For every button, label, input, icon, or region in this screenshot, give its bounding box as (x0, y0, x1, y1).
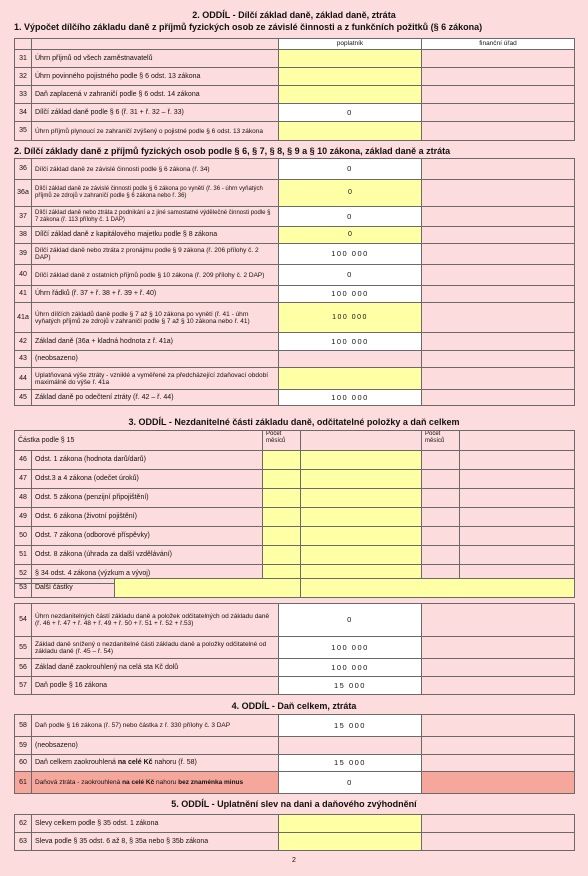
row-number: 52 (15, 565, 32, 584)
row-number: 45 (15, 390, 32, 406)
page-number: 2 (292, 857, 296, 864)
row-label: Slevy celkem podle § 35 odst. 1 zákona (32, 815, 279, 833)
row-number: 41 (15, 286, 32, 303)
row-label: Daň podle § 16 zákona (32, 677, 279, 695)
row-number: 44 (15, 368, 32, 390)
office-cell (422, 527, 460, 546)
row-label: Sleva podle § 35 odst. 6 až 8, § 35a nebo § 35b zákona (32, 833, 279, 851)
label-part: Daňová ztráta - zaokrouhlená (35, 779, 123, 786)
value-r36: 0 (279, 159, 422, 180)
row-number: 54 (15, 604, 32, 637)
header-spacer (301, 431, 422, 451)
row-number: 36a (15, 180, 32, 207)
office-cell (460, 546, 575, 565)
row-number: 62 (15, 815, 32, 833)
row-label (32, 772, 279, 794)
row-label: Dílčí základ daně ze závislé činnosti podle § 6 zákona po vynětí (ř. 36 - úhrn vyňatých příjmů ze zdrojů v zahraničí podle § 6 zákona nebo ř. 36) (32, 180, 279, 207)
row-number: 59 (15, 737, 32, 755)
label-emphasis: na celé Kč (122, 779, 155, 786)
months-input[interactable] (263, 527, 301, 546)
row-label: Úhrn řádků (ř. 37 + ř. 38 + ř. 39 + ř. 40) (32, 286, 279, 303)
value-r59 (279, 737, 422, 755)
value-r60: 15 000 (279, 755, 422, 772)
office-cell (422, 104, 575, 122)
amount-input-r46[interactable] (301, 451, 422, 470)
value-r34: 0 (279, 104, 422, 122)
row-label: Úhrn povinného pojistného podle § 6 odst. 13 zákona (32, 68, 279, 86)
row-number: 42 (15, 333, 32, 351)
row-number: 51 (15, 546, 32, 565)
row-number: 47 (15, 470, 32, 489)
input-r62[interactable] (279, 815, 422, 833)
row-label: Dílčí základ daně ze závislé činnosti podle § 6 zákona (ř. 34) (32, 159, 279, 180)
input-r38[interactable]: 0 (279, 227, 422, 244)
section-2-title: 2. ODDÍL - Dílčí základ daně, základ daně, ztráta (192, 10, 396, 20)
input-r41a[interactable]: 100 000 (279, 303, 422, 333)
value-r43 (279, 351, 422, 368)
office-cell (422, 715, 575, 737)
header-spacer (32, 39, 279, 50)
months-input[interactable] (263, 546, 301, 565)
label-part: nahoru (ř. 58) (152, 759, 197, 766)
office-cell (422, 50, 575, 68)
row-number: 49 (15, 508, 32, 527)
header-spacer (460, 431, 575, 451)
value-r45: 100 000 (279, 390, 422, 406)
amount-input-r47[interactable] (301, 470, 422, 489)
table-section-3-totals (14, 603, 575, 695)
office-cell (460, 508, 575, 527)
row-number: 56 (15, 659, 32, 677)
deduction-header-label: Částka podle § 15 (15, 431, 263, 451)
row-number: 40 (15, 265, 32, 286)
label-emphasis: na celé Kč (117, 759, 153, 766)
office-cell (422, 604, 575, 637)
office-cell (422, 546, 460, 565)
row-number: 48 (15, 489, 32, 508)
row-number: 50 (15, 527, 32, 546)
amount-input-r49[interactable] (301, 508, 422, 527)
office-cell (422, 737, 575, 755)
office-cell (422, 159, 575, 180)
value-r58: 15 000 (279, 715, 422, 737)
office-cell (422, 659, 575, 677)
value-r54: 0 (279, 604, 422, 637)
value-r56: 100 000 (279, 659, 422, 677)
row-label: Základ daně snížený o nezdanitelné části základu daně a položky odčitatelné od základu daně (ř. 45 – ř. 54) (32, 637, 279, 659)
value-r57: 15 000 (279, 677, 422, 695)
column-header-tax-office: finanční úřad (422, 39, 575, 50)
row-number: 36 (15, 159, 32, 180)
office-cell (422, 286, 575, 303)
office-cell (422, 833, 575, 851)
row-label: Úhrn dílčích základů daně podle § 7 až § 10 zákona po vynětí (ř. 41 - úhrn vyňatých příjmů ze zdrojů v zahraničí podle § 7 až § 10 zákona nebo ř. 41) (32, 303, 279, 333)
row-number: 58 (15, 715, 32, 737)
office-cell (422, 677, 575, 695)
other-amounts-input[interactable] (115, 579, 301, 598)
column-header-taxpayer: poplatník (279, 39, 422, 50)
row-number: 31 (15, 50, 32, 68)
input-r35[interactable] (279, 122, 422, 141)
row-number: 57 (15, 677, 32, 695)
months-input[interactable] (263, 508, 301, 527)
row-label: (neobsazeno) (32, 737, 279, 755)
months-header: Počet měsíců (263, 431, 301, 451)
office-cell (460, 527, 575, 546)
office-cell (422, 772, 575, 794)
subsection-1-title: 1. Výpočet dílčího základu daně z příjmů fyzických osob ze závislé činnosti a z funkčních požitků (§ 6 zákona) (14, 22, 483, 32)
section-5-title: 5. ODDÍL - Uplatnění slev na dani a daňového zvýhodnění (171, 799, 417, 809)
row-label: Odst.3 a 4 zákona (odečet úroků) (32, 470, 263, 489)
row-label: Základ daně zaokrouhlený na celá sta Kč dolů (32, 659, 279, 677)
months-input[interactable] (263, 489, 301, 508)
row-label: Dílčí základ daně nebo ztráta z pronájmu podle § 9 zákona (ř. 206 přílohy č. 2 DAP) (32, 244, 279, 265)
row-number: 35 (15, 122, 32, 141)
row-label: Uplatňovaná výše ztráty - vzniklé a vyměřené za předcházející zdaňovací období maximálně do výše ř. 41a (32, 368, 279, 390)
office-cell (422, 333, 575, 351)
office-cell (422, 368, 575, 390)
office-cell (422, 637, 575, 659)
value-r37: 0 (279, 207, 422, 227)
office-cell (422, 207, 575, 227)
value-r41: 100 000 (279, 286, 422, 303)
row-number: 32 (15, 68, 32, 86)
office-cell (422, 470, 460, 489)
office-cell (422, 265, 575, 286)
table-section-3-deductions (14, 430, 575, 584)
table-row-53 (14, 578, 575, 598)
row-number: 41a (15, 303, 32, 333)
row-label: Dílčí základ daně podle § 6 (ř. 31 + ř. 32 – ř. 33) (32, 104, 279, 122)
value-r42: 100 000 (279, 333, 422, 351)
months-input[interactable] (263, 451, 301, 470)
row-number: 38 (15, 227, 32, 244)
row-label: Úhrn příjmů plynoucí ze zahraničí zvýšený o pojistné podle § 6 odst. 13 zákona (32, 122, 279, 141)
office-cell (422, 351, 575, 368)
row-label: Daň podle § 16 zákona (ř. 57) nebo částka z ř. 330 přílohy č. 3 DAP (32, 715, 279, 737)
row-label: Dílčí základ daně z ostatních příjmů podle § 10 zákona (ř. 209 přílohy č. 2 DAP) (32, 265, 279, 286)
row-label: Odst. 6 zákona (životní pojištění) (32, 508, 263, 527)
header-spacer (15, 39, 32, 50)
row-label: Daň zaplacená v zahraničí podle § 6 odst. 14 zákona (32, 86, 279, 104)
office-cell (422, 815, 575, 833)
amount-input-r51[interactable] (301, 546, 422, 565)
input-r32[interactable] (279, 68, 422, 86)
row-label: Odst. 1 zákona (hodnota darů/darů) (32, 451, 263, 470)
row-number: 60 (15, 755, 32, 772)
value-r39: 100 000 (279, 244, 422, 265)
office-cell (422, 227, 575, 244)
office-cell (422, 180, 575, 207)
row-label: Odst. 5 zákona (penzijní připojištění) (32, 489, 263, 508)
row-label: (neobsazeno) (32, 351, 279, 368)
office-cell (460, 470, 575, 489)
office-cell (460, 451, 575, 470)
section-4-title: 4. ODDÍL - Daň celkem, ztráta (231, 701, 357, 711)
amount-input-r48[interactable] (301, 489, 422, 508)
row-label: Odst. 7 zákona (odborové příspěvky) (32, 527, 263, 546)
office-cell (422, 451, 460, 470)
input-r33[interactable] (279, 86, 422, 104)
row-label: Odst. 8 zákona (úhrada za další vzdělávání) (32, 546, 263, 565)
office-cell (422, 508, 460, 527)
row-number: 34 (15, 104, 32, 122)
office-cell (422, 122, 575, 141)
row-label: Základ daně (36a + kladná hodnota z ř. 41a) (32, 333, 279, 351)
office-cell (422, 489, 460, 508)
office-cell (422, 390, 575, 406)
value-r55: 100 000 (279, 637, 422, 659)
row-label: Dílčí základ daně z kapitálového majetku podle § 8 zákona (32, 227, 279, 244)
table-section-1 (14, 38, 575, 141)
row-number: 43 (15, 351, 32, 368)
office-cell (422, 86, 575, 104)
input-r31[interactable] (279, 50, 422, 68)
row-label: § 34 odst. 4 zákona (výzkum a vývoj) (32, 565, 263, 584)
months-header-office: Počet měsíců (422, 431, 460, 451)
row-label: Dílčí základ daně nebo ztráta z podnikání a z jiné samostatné výdělečné činnosti podle § 7 zákona (ř. 113 přílohy č. 1 DAP) (32, 207, 279, 227)
subsection-2-title: 2. Dílčí základy daně z příjmů fyzických osob podle § 6, § 7, § 8, § 9 a § 10 zákona, základ daně a ztráta (14, 146, 451, 156)
office-cell (422, 303, 575, 333)
label-emphasis: bez znaménka minus (178, 779, 244, 786)
row-number: 61 (15, 772, 32, 794)
label-part: nahoru (154, 779, 179, 786)
value-r61: 0 (279, 772, 422, 794)
row-label: Úhrn nezdanitelných částí základu daně a položek odčitatelných od základu daně (ř. 46 + ř. 47 + ř. 48 + ř. 49 + ř. 50 + ř. 51 + ř. 52 + ř.53) (32, 604, 279, 637)
row-number: 37 (15, 207, 32, 227)
months-input[interactable] (263, 470, 301, 489)
row-label (32, 755, 279, 772)
input-r63[interactable] (279, 833, 422, 851)
office-cell (422, 68, 575, 86)
office-cell (422, 244, 575, 265)
input-r44[interactable] (279, 368, 422, 390)
row-number: 46 (15, 451, 32, 470)
row-number: 39 (15, 244, 32, 265)
row-number: 63 (15, 833, 32, 851)
input-r36a[interactable]: 0 (279, 180, 422, 207)
row-label: Základ daně po odečtení ztráty (ř. 42 – ř. 44) (32, 390, 279, 406)
row-label: Další částky (32, 579, 115, 598)
office-cell (460, 489, 575, 508)
value-r40: 0 (279, 265, 422, 286)
section-3-title: 3. ODDÍL - Nezdanitelné části základu daně, odčitatelné položky a daň celkem (128, 417, 460, 427)
table-section-5 (14, 814, 575, 851)
office-cell (422, 755, 575, 772)
row-number: 53 (15, 579, 32, 598)
amount-input-r50[interactable] (301, 527, 422, 546)
label-part: Daň celkem zaokrouhlená (35, 759, 118, 766)
table-section-2 (14, 158, 575, 406)
table-section-4 (14, 714, 575, 794)
other-amounts-value-input[interactable] (301, 579, 575, 598)
row-number: 33 (15, 86, 32, 104)
row-number: 55 (15, 637, 32, 659)
row-label: Úhrn příjmů od všech zaměstnavatelů (32, 50, 279, 68)
